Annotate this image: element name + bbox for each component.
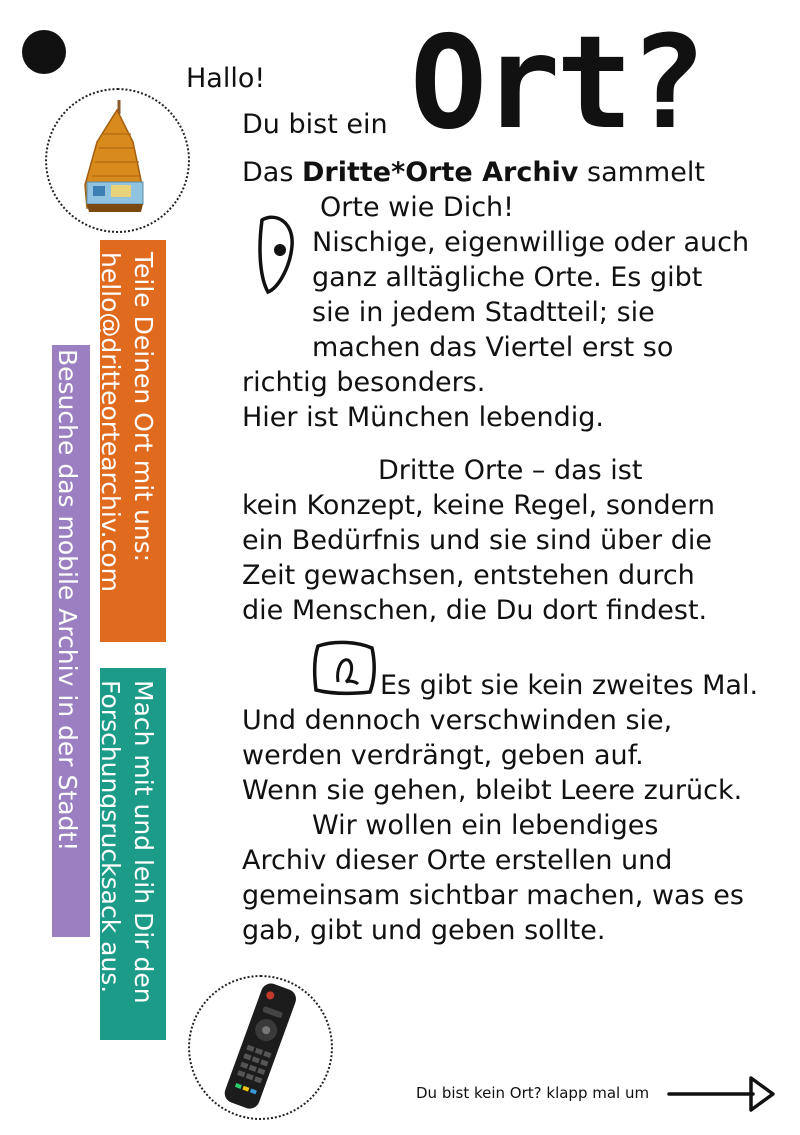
p1-line-1: Das Dritte*Orte Archiv sammelt: [242, 157, 705, 188]
p1-line-2: Orte wie Dich!: [320, 192, 514, 223]
share-email-band: [96, 240, 166, 642]
intro-text: Du bist ein: [242, 109, 388, 140]
bag-illustration: [47, 90, 188, 231]
p3-line-5: Wir wollen ein lebendiges: [312, 810, 659, 841]
backpack-text-line-2: Forschungsrucksack aus.: [96, 680, 125, 994]
p3-line-3: werden verdrängt, geben auf.: [242, 740, 644, 771]
footer-hint: Du bist kein Ort? klapp mal um: [416, 1084, 650, 1102]
square-doodle-icon: [312, 638, 378, 696]
email-link[interactable]: hello@dritteortearchiv.com: [96, 252, 125, 593]
archive-name: Dritte*Orte Archiv: [302, 157, 579, 188]
p3-line-6: Archiv dieser Orte erstellen und: [242, 845, 673, 876]
visit-archive-band: [52, 345, 90, 937]
p1-line-3: Nischige, eigenwillige oder auch: [312, 227, 750, 258]
arrow-right-icon: [665, 1072, 777, 1116]
p2-line-1: Dritte Orte – das ist: [378, 455, 643, 486]
p3-line-8: gab, gibt und geben sollte.: [242, 915, 606, 946]
eye-doodle-icon: [254, 210, 300, 298]
p3-line-7: gemeinsam sichtbar machen, was es: [242, 880, 744, 911]
punch-hole-dot: [22, 30, 66, 74]
backpack-band: [96, 668, 166, 1040]
p1-line-4: ganz alltägliche Orte. Es gibt: [312, 262, 703, 293]
p2-line-3: ein Bedürfnis und sie sind über die: [242, 525, 712, 556]
p2-line-5: die Menschen, die Du dort findest.: [242, 595, 708, 626]
headline-ort: Ort?: [410, 9, 703, 158]
bag-image-circle: [45, 88, 190, 233]
p1-line-7: richtig besonders.: [242, 367, 486, 398]
p1-line-6: machen das Viertel erst so: [312, 332, 674, 363]
remote-image-circle: [188, 975, 333, 1120]
p3-line-1: Es gibt sie kein zweites Mal.: [380, 670, 759, 701]
p1-line-5: sie in jedem Stadtteil; sie: [312, 297, 655, 328]
remote-control-illustration: [190, 977, 331, 1118]
p2-line-2: kein Konzept, keine Regel, sondern: [242, 490, 716, 521]
visit-archive-text: Besuche das mobile Archiv in der Stadt!: [53, 349, 82, 852]
p2-line-4: Zeit gewachsen, entstehen durch: [242, 560, 695, 591]
greeting: Hallo!: [186, 63, 266, 94]
p3-line-2: Und dennoch verschwinden sie,: [242, 705, 673, 736]
backpack-text-line-1: Mach mit und leih Dir den: [129, 680, 158, 1004]
p3-line-4: Wenn sie gehen, bleibt Leere zurück.: [242, 775, 743, 806]
share-text: Teile Deinen Ort mit uns:: [129, 252, 158, 563]
p1-line-8: Hier ist München lebendig.: [242, 402, 604, 433]
